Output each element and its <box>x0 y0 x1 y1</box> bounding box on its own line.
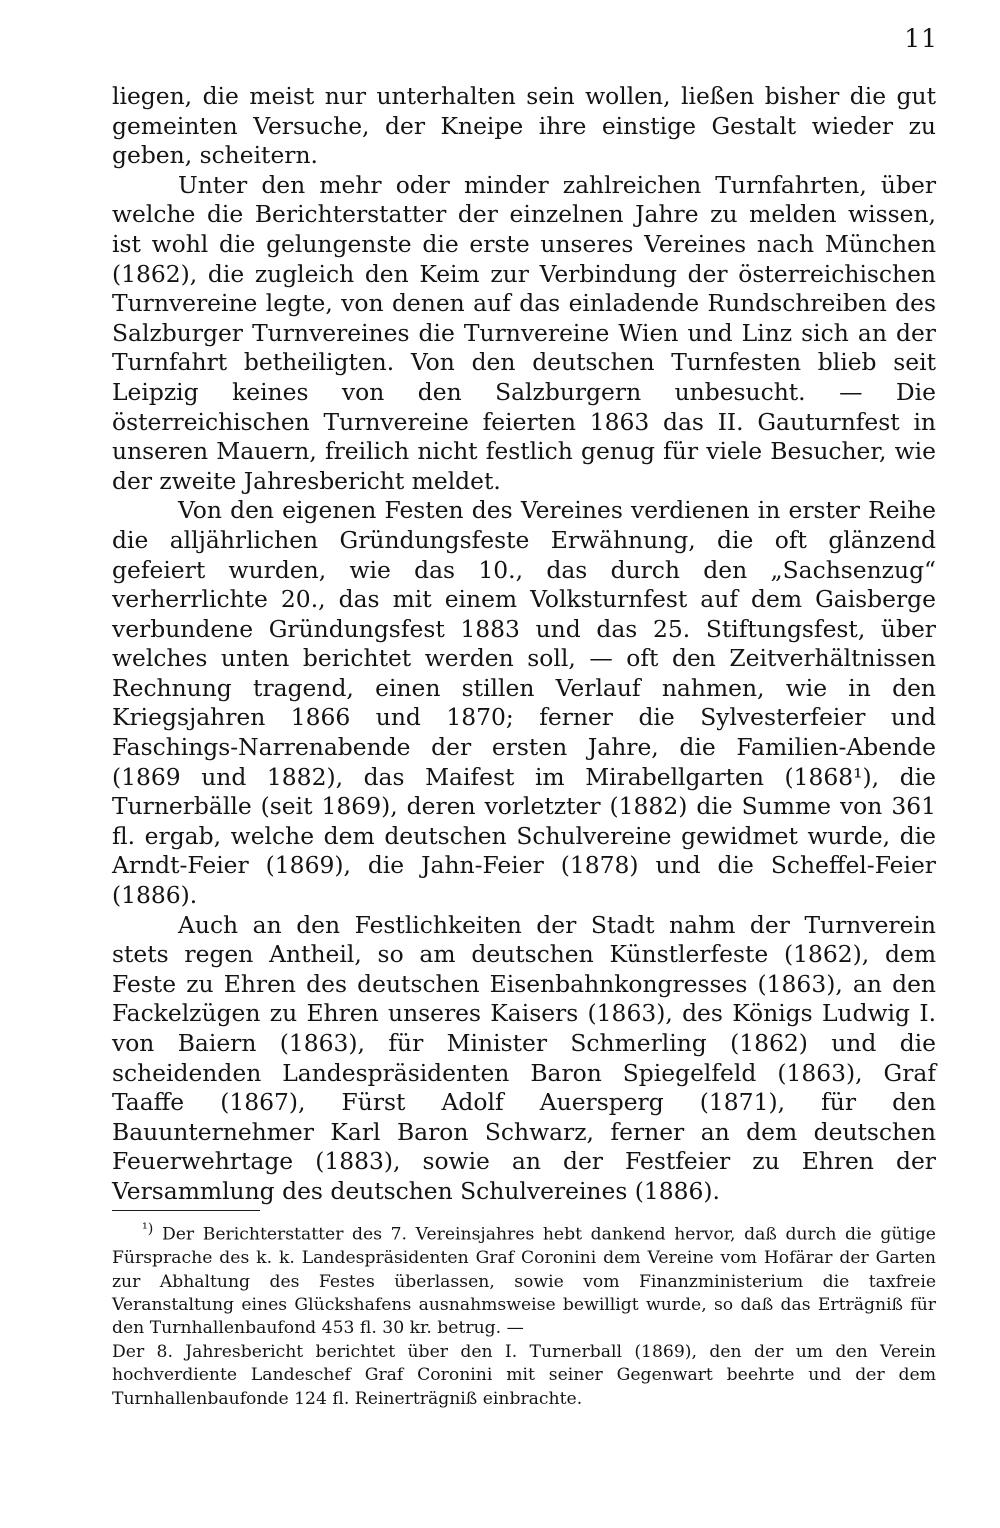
footnote-marker: ¹) <box>142 1221 154 1237</box>
main-text <box>112 82 936 1207</box>
footnote-continuation: Der 8. Jahresbericht berichtet über den I. Turnerball (1869), den der um den Verein hochverdiente Landeschef Graf Coronini mit seiner Gegenwart beehrte und der dem Turnhallenbaufonde 124 fl. Reinerträgniß einbrachte. <box>112 1341 936 1409</box>
footnote-paragraph <box>112 1218 936 1341</box>
paragraph-feste: Von den eigenen Festen des Vereines verdienen in erster Reihe die alljährlichen Gründungsfeste Erwähnung, die oft glänzend gefeiert wurden, wie das 10., das durch den „Sachsenzug“ verherrlichte 20., das mit einem Volksturnfest auf dem Gaisberge verbundene Gründungsfest 1883 und das 25. Stiftungsfest, über welches unten berichtet werden soll, — oft den Zeitverhältnissen Rechnung tragend, einen stillen Verlauf nahmen, wie in den Kriegsjahren 1866 und 1870; ferner die Sylvesterfeier und Faschings-Narrenabende der ersten Jahre, die Familien-Abende (1869 und 1882), das Maifest im Mirabellgarten (1868¹), die Turnerbälle (seit 1869), deren vorletzter (1882) die Summe von 361 fl. ergab, welche dem deutschen Schulvereine gewidmet wurde, die Arndt-Feier (1869), die Jahn-Feier (1878) und die Scheffel-Feier (1886). <box>112 496 936 910</box>
footnote-rule <box>112 1210 260 1211</box>
paragraph-turnfahrten: Unter den mehr oder minder zahlreichen Turnfahrten, über welche die Berichterstatter der einzelnen Jahre zu melden wissen, ist wohl die gelungenste die erste unseres Vereines nach München (1862), die zugleich den Keim zur Verbindung der österreichischen Turnvereine legte, von denen auf das einladende Rundschreiben des Salzburger Turnvereines die Turnvereine Wien und Linz sich an der Turnfahrt betheiligten. Von den deutschen Turnfesten blieb seit Leipzig keines von den Salzburgern unbesucht. — Die österreichischen Turnvereine feierten 1863 das II. Gauturnfest in unseren Mauern, freilich nicht festlich genug für viele Besucher, wie der zweite Jahresbericht meldet. <box>112 170 936 495</box>
paragraph-continued: liegen, die meist nur unterhalten sein wollen, ließen bisher die gut gemeinten Versuche, der Kneipe ihre einstige Gestalt wieder zu geben, scheitern. <box>112 82 936 170</box>
page-number: 11 <box>904 24 938 53</box>
footnote-text: Der Berichterstatter des 7. Vereinsjahres hebt dankend hervor, daß durch die gütige Fürsprache des k. k. Landespräsidenten Graf Coronini dem Vereine vom Hofärar der Garten zur Abhaltung des Festes überlassen, sowie vom Finanzministerium die taxfreie Veranstaltung eines Glückshafens ausnahmsweise bewilligt wurde, so daß das Erträgniß für den Turnhallenbaufond 453 fl. 30 kr. betrug. — <box>112 1224 936 1339</box>
paragraph-festlichkeiten: Auch an den Festlichkeiten der Stadt nahm der Turnverein stets regen Antheil, so am deutschen Künstlerfeste (1862), dem Feste zu Ehren des deutschen Eisenbahnkongresses (1863), an den Fackelzügen zu Ehren unseres Kaisers (1863), des Königs Ludwig I. von Baiern (1863), für Minister Schmerling (1862) und die scheidenden Landespräsidenten Baron Spiegelfeld (1863), Graf Taaffe (1867), Fürst Adolf Auersperg (1871), für den Bauunternehmer Karl Baron Schwarz, ferner an dem deutschen Feuerwehrtage (1883), sowie an der Festfeier zu Ehren der Versammlung des deutschen Schulvereines (1886). <box>112 910 936 1205</box>
footnote <box>112 1218 936 1411</box>
